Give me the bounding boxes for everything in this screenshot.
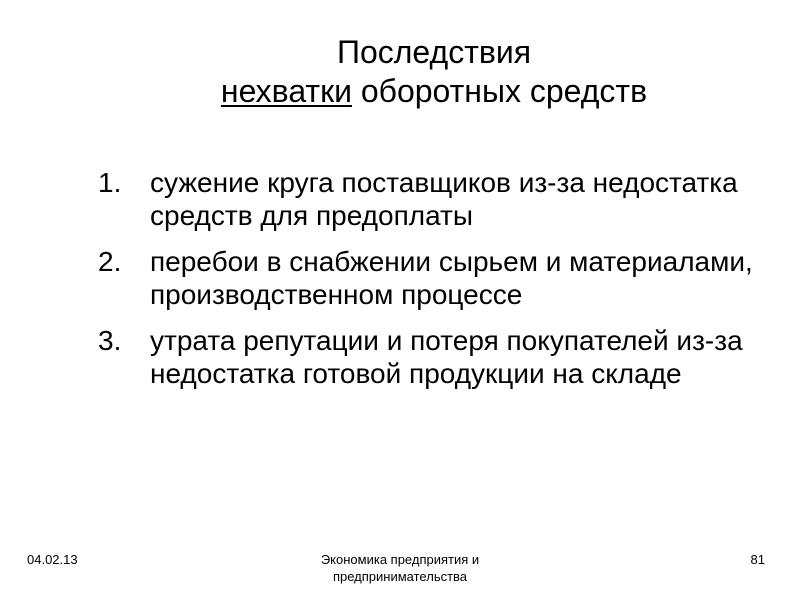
list-item-number: 3. <box>98 325 122 356</box>
title-underlined-word: нехватки <box>220 73 352 109</box>
list-item-text: утрата репутации и потеря покупателей из-за недостатка готовой продукции на складе <box>150 325 743 389</box>
slide-title <box>100 33 768 111</box>
title-line-2 <box>100 72 768 111</box>
footer-course-title <box>230 551 570 585</box>
list-item-number: 2. <box>98 246 122 277</box>
list-item <box>98 245 778 311</box>
footer-date: 04.02.13 <box>27 552 78 567</box>
consequences-list <box>98 166 778 403</box>
list-item-text: сужение круга поставщиков из-за недостатка средств для предоплаты <box>150 167 738 231</box>
footer-course-line-2: предпринимательства <box>332 569 468 584</box>
list-item-text: перебои в снабжении сырьем и материалами, производственном процессе <box>150 246 753 310</box>
title-line-1: Последствия <box>336 34 532 70</box>
footer-course-line-1: Экономика предприятия и <box>320 552 480 567</box>
list-item <box>98 324 778 390</box>
list-item <box>98 166 778 232</box>
list-item-number: 1. <box>98 167 122 198</box>
title-line-2-rest: оборотных средств <box>351 73 648 109</box>
footer-page-number: 81 <box>750 552 765 567</box>
